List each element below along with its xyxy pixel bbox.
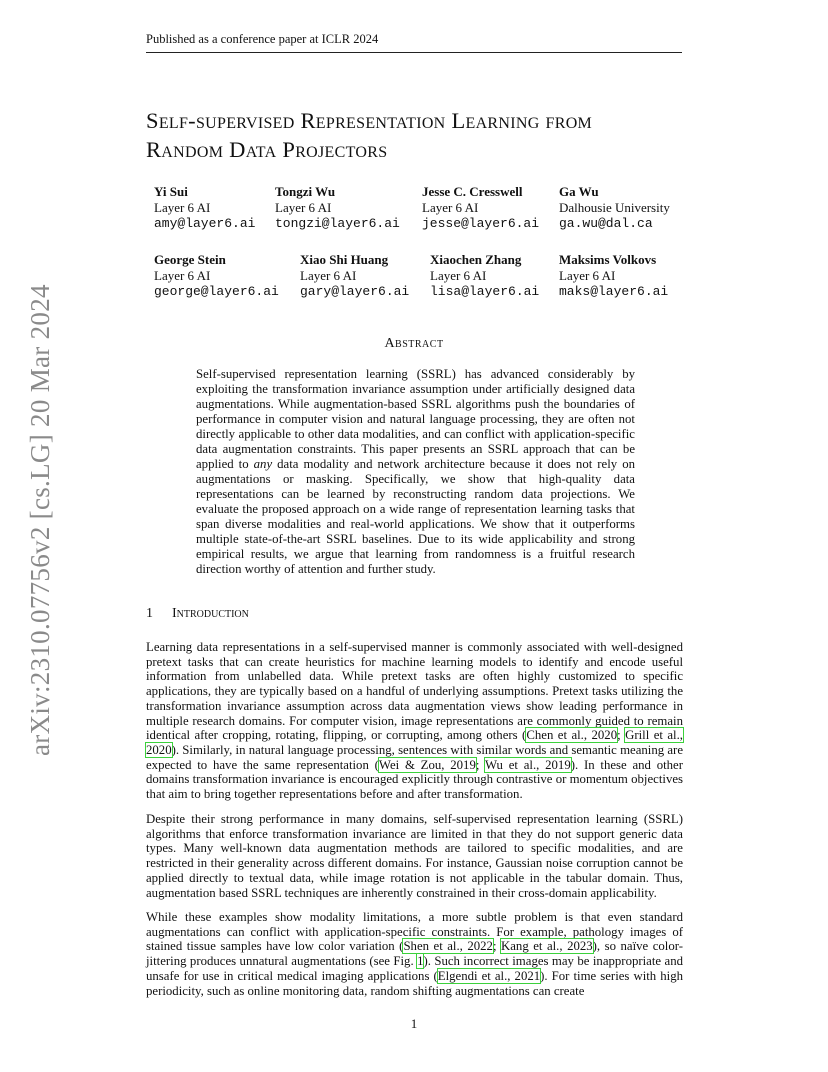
author-affiliation: Layer 6 AI (275, 200, 332, 215)
author-email[interactable]: george@layer6.ai (154, 284, 279, 299)
intro-paragraph-2: Despite their strong performance in many domains, self-supervised representation learning (SSRL) algorithms that enforce transformation invariance are limited in that they do not support generic data types. Many well-known data augmentation methods are tailored to specific modalities, and are restricted in their generality across different domains. For instance, Gaussian noise corruption cannot be applied directly to textual data, while image rotation is not applicable in the tabular domain. Thus, augmentation based SSRL techniques are inherently constrained in their cross-domain applicability. (146, 812, 683, 900)
paragraph-text: ). Similarly, in natural language processing, sentences with similar words and semantic meaning are expected to have the same representation ( (146, 742, 683, 772)
author-affiliation: Layer 6 AI (154, 200, 211, 215)
author-email[interactable]: tongzi@layer6.ai (275, 216, 400, 231)
author-name: Jesse C. Cresswell (422, 184, 523, 199)
section-title: Introduction (172, 606, 249, 621)
paragraph-text: ). For time series with high periodicity, such as online monitoring data, random shifting augmentations can create (146, 968, 683, 998)
running-header: Published as a conference paper at ICLR 2024 (146, 32, 379, 46)
paragraph-text: ). In these and other domains transformation invariance is encouraged explicitly through contrastive or momentum objectives that aim to bring together representations before and after transformation. (146, 757, 683, 802)
author-block (300, 252, 409, 300)
author-block (559, 252, 668, 300)
author-affiliation: Layer 6 AI (422, 200, 479, 215)
citation-link[interactable]: Wei & Zou, 2019 (378, 757, 476, 772)
paragraph-text: While these examples show modality limitations, a more subtle problem is that even standard augmentations can conflict with application-specific constraints. For example, pathology images of stained tissue samples have low color variation ( (146, 910, 683, 954)
author-name: Xiao Shi Huang (300, 252, 389, 267)
author-affiliation: Dalhousie University (559, 200, 670, 215)
author-name: Maksims Volkovs (559, 252, 657, 267)
author-block (422, 184, 539, 232)
author-name: Xiaochen Zhang (430, 252, 522, 267)
title-line-1: Self-supervised Representation Learning from (146, 108, 593, 133)
author-name: Ga Wu (559, 184, 599, 199)
author-block (559, 184, 670, 232)
author-block (154, 184, 255, 232)
intro-paragraph-3 (146, 910, 683, 998)
paragraph-text: ; (617, 728, 626, 743)
abstract-text: Self-supervised representation learning (SSRL) has advanced considerably by exploiting the transformation invariance assumption under artificially designed data augmentations. While augmentation-based SSRL algorithms push the boundaries of performance in computer vision and natural language processing, they are often not directly applicable to other data modalities, and can conflict with application-specific data augmentation constraints. This paper presents an SSRL approach that can be applied to (196, 367, 635, 471)
author-affiliation: Layer 6 AI (300, 268, 357, 283)
abstract-emphasis: any (253, 457, 273, 471)
abstract-heading: Abstract (384, 336, 444, 351)
author-block (275, 184, 400, 232)
abstract-text: data modality and network architecture because it does not rely on augmentations or masking. Specifically, we show that high-quality data representations can be learned by reconstructing random data projections. We evaluate the proposed approach on a wide range of representation learning tasks that span diverse modalities and real-world applications. We show that it outperforms multiple state-of-the-art SSRL baselines. Due to its wide applicability and strong empirical results, we argue that learning from randomness is a fruitful research direction worthy of attention and further study. (196, 457, 635, 576)
citation-link[interactable]: Elgendi et al., 2021 (437, 968, 541, 983)
author-email[interactable]: ga.wu@dal.ca (559, 216, 653, 231)
paragraph-text: ; (492, 939, 502, 954)
abstract-body (196, 367, 635, 577)
arxiv-id[interactable]: arXiv:2310.07756v2 [cs.LG] 20 Mar 2024 (25, 284, 55, 756)
paper-title (146, 106, 706, 164)
author-email[interactable]: gary@layer6.ai (300, 284, 410, 299)
author-email[interactable]: jesse@layer6.ai (422, 216, 540, 231)
page-number: 1 (410, 1016, 418, 1031)
author-block (154, 252, 279, 300)
citation-link[interactable]: Wu et al., 2019 (484, 757, 571, 772)
author-affiliation: Layer 6 AI (559, 268, 616, 283)
author-name: George Stein (154, 252, 226, 267)
paragraph-text: ), so naïve color-jittering produces unnatural augmentations (see Fig. (146, 939, 683, 969)
paragraph-text: Learning data representations in a self-supervised manner is commonly associated with well-designed pretext tasks that can create heuristics for machine learning models to identify and encode useful information from unlabelled data. While pretext tasks are often highly customized to specific applications, they are typically based on a handful of underlying assumptions. Pretext tasks utilizing the transformation invariance assumption across data augmentation views show leading performance in multiple research domains. For computer vision, image representations are commonly guided to remain identical after cropping, rotating, flipping, or corrupting, among others ( (146, 640, 683, 743)
citation-link[interactable]: Shen et al., 2022 (403, 939, 493, 954)
author-block (430, 252, 539, 300)
paragraph-text: ; (475, 757, 485, 772)
author-affiliation: Layer 6 AI (430, 268, 487, 283)
intro-paragraph-1 (146, 640, 683, 802)
title-line-2: Random Data Projectors (146, 137, 388, 162)
section-number: 1 (146, 606, 153, 621)
author-affiliation: Layer 6 AI (154, 268, 211, 283)
section-heading (146, 606, 546, 622)
paragraph-text: ). Such incorrect images may be inappropriate and unsafe for use in critical medical imaging applications ( (146, 954, 683, 983)
header-rule (146, 52, 682, 53)
author-email[interactable]: amy@layer6.ai (154, 216, 256, 231)
author-email[interactable]: lisa@layer6.ai (430, 284, 540, 299)
citation-link[interactable]: Grill et al., 2020 (146, 728, 684, 757)
citation-link[interactable]: Chen et al., 2020 (526, 728, 618, 743)
author-name: Tongzi Wu (275, 184, 336, 199)
author-name: Yi Sui (154, 184, 188, 199)
citation-link[interactable]: Kang et al., 2023 (501, 939, 593, 954)
author-email[interactable]: maks@layer6.ai (559, 284, 669, 299)
figure-link[interactable]: 1 (417, 954, 424, 969)
